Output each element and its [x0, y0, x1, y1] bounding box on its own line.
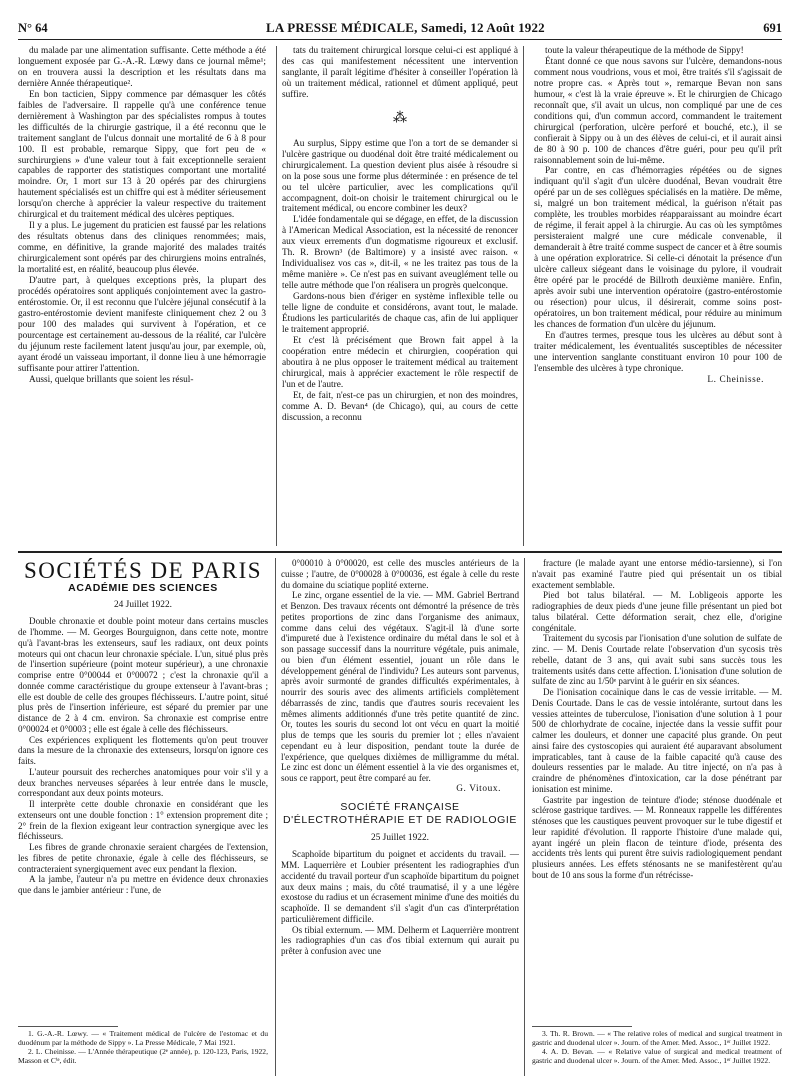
footnote: 2. L. Cheinisse. — L'Année thérapeutique (2ᵉ année), p. 120-123, Paris, 1922, Masson et Cⁱᵉ, édit.	[18, 1047, 268, 1066]
societies-column-3	[532, 558, 782, 1076]
paragraph: Il interprète cette double chronaxie en considérant que les extenseurs ont une double fonction : 1° extension proprement dite ; 2° frein de la flexion exigeant leur contraction synergique avec les fléchisseurs.	[18, 799, 268, 842]
session-date: 25 Juillet 1922.	[370, 832, 430, 843]
footnote-rule	[18, 1026, 118, 1027]
footnotes	[532, 1020, 782, 1066]
paragraph: L'auteur poursuit des recherches anatomiques pour voir s'il y a deux branches nerveuses séparées à leur entrée dans le muscle, correspondant aux deux points moteurs.	[18, 766, 268, 799]
footnote-rule	[532, 1026, 632, 1027]
journal-title: LA PRESSE MÉDICALE, Samedi, 12 Août 1922	[266, 20, 545, 35]
paragraph: 0°00010 à 0°00020, est celle des muscles antérieurs de la cuisse ; l'autre, de 0°00028 à 0°00036, est égale à celle du reste du domaine du sciatique poplité externe.	[281, 558, 519, 590]
paragraph: Les fibres de grande chronaxie seraient chargées de l'extension, les fibres de petite chronaxie, égale à celle des fléchisseurs, se contracteraient synergiquement avec eux pendant la flexion.	[18, 842, 268, 874]
paragraph: Gardons-nous bien d'ériger en système inflexible telle ou telle ligne de conduite et considérons, avant tout, le malade. Étudions les particularités de chaque cas, afin de lui appliquer le traitement approprié.	[282, 292, 518, 335]
paragraph: Par contre, en cas d'hémorragies répétées ou de signes indiquant qu'il s'agit d'un ulcère duodénal, Bevan voudrait être opéré par un de ses collègues spécialisés en la matière. De même, si, malgré un bon traitement médical, la guérison n'était pas complète, les troubles morbides réapparaissant au moindre écart de régime, il ferait appel à la chirurgie. Au cas où les symptômes persisteraient malgré une cure médicale convenable, il demanderait à être traité comme suspect de cancer et à être soumis à une opération exploratrice. Si celle-ci dénotait la présence d'un ulcère calleux siégeant dans le voisinage du pylore, il voudrait être opéré par le procédé de Billroth deuxième manière. Enfin, après avoir subi une intervention opératoire (gastro-entérostomie ou résection) pour ulcus, il désirerait, comme soins post-opératoires, un bon traitement médical, pour réduire au minimum les chances de formation d'un ulcère du jéjunum.	[534, 166, 782, 330]
page-header	[18, 10, 782, 40]
paragraph: Aussi, quelque brillants que soient les résul-	[29, 374, 194, 385]
author-signature: L. Cheinisse.	[707, 374, 764, 385]
session-date: 24 Juillet 1922.	[113, 599, 173, 610]
author-signature: G. Vitoux.	[456, 783, 501, 794]
section-divider	[18, 551, 782, 553]
paragraph: Étant donné ce que nous savons sur l'ulcère, demandons-nous comment nous voudrions, vous et moi, être traités s'il s'agissait de notre propre cas. « Après tout », remarque Bevan non sans humour, « c'est là la vraie épreuve ». Et le chirurgien de Chicago reconnaît que, s'il avait un ulcus, non compliqué par une de ces conditions qui, d'un commun accord, commandent le traitement chirurgical (perforation, ulcère perforé et bouché, etc.), il se confierait à Sippy ou à un des élèves de celui-ci, et il aurait ainsi de 80 à 90 p. 100 de chances d'être guéri, pour peu qu'il prît raisonnablement soin de lui-même.	[534, 56, 782, 166]
societies-column-1	[18, 558, 268, 1076]
paragraph: tats du traitement chirurgical lorsque celui-ci est appliqué à des cas qui manifestement nécessitent une intervention sanglante, il paraît légitime d'hésiter à conseiller l'opération là où un traitement médical, rationnel et dûment appliqué, peut suffire.	[282, 46, 518, 100]
page-number: 691	[763, 21, 782, 35]
paragraph: Il y a plus. Le jugement du praticien est faussé par les relations des résultats obtenus dans des cliniques renommées; mais, comme, en définitive, la grande majorité des malades traités chirurgicalement sont opérés par des chirurgiens moins entraînés, la mortalité est, en réalité, beaucoup plus élevée.	[18, 221, 266, 276]
paragraph: Au surplus, Sippy estime que l'on a tort de se demander si l'ulcère gastrique ou duodénal doit être traité médicalement ou chirurgicalement. La question devient plus aisée à résoudre si on la pose sous une forme plus déterminée : en présence de tel ou tel ulcère particulier, avec les complications qu'il accompagnent, doit-on choisir le traitement chirurgical ou le traitement médical, ou encore combiner les deux?	[282, 138, 518, 215]
article-column-3	[534, 46, 782, 546]
article-column-1	[18, 46, 266, 546]
paragraph: Et, de fait, n'est-ce pas un chirurgien, et non des moindres, comme A. D. Bevan⁴ (de Chicago), qui, au cours de cette discussion, a reconnu	[282, 390, 518, 423]
society-name: ACADÉMIE DES SCIENCES	[68, 581, 218, 594]
paragraph: Double chronaxie et double point moteur dans certains muscles de l'homme. — M. Georges Bourguignon, dans cette note, montre qu'à l'avant-bras les extenseurs, sauf les radiaux, ont deux points moteurs qui ont chacun leur chronaxie spéciale. L'un, situé plus près de l'insertion supérieure (point moteur supérieur), a une chronaxie comprise entre 0°00044 et 0°00072 ; c'est la chronaxie qu'il a donnée comme caractéristique du groupe extenseur à l'avant-bras ; elle est double de celle des groupes fléchisseurs. L'autre point, situé plus près de l'insertion inférieure, est séparé du premier par une distance de 2 à 4 cm. environ. Sa chronaxie est comprise entre 0°00024 et 0°0003 ; elle est égale à celle des fléchisseurs.	[18, 616, 268, 734]
newspaper-page	[18, 10, 782, 1076]
paragraph: Ces expériences expliquent les flottements qu'on peut trouver dans la mesure de la chronaxie des extenseurs, lorsqu'on ignore ces faits.	[18, 734, 268, 766]
article-column-2	[276, 46, 524, 546]
paragraph: Os tibial externum. — MM. Delherm et Laquerrière montrent les radiographies d'un cas d'os tibial externum qui aurait pu prêter à confusion avec une	[281, 924, 519, 956]
societies-column-2	[275, 558, 525, 1076]
article-columns	[18, 46, 782, 546]
paragraph: Traitement du sycosis par l'ionisation d'une solution de sulfate de zinc. — M. Denis Courtade relate l'observation d'un sycosis très rebelle, datant de 3 ans, qui avait subi sans succès tous les traitements usités dans cette affection. L'ionisation d'une solution de sulfate de zinc au 1/50ᵉ parvint à le guérir en six séances.	[532, 633, 782, 687]
paragraph: Scaphoïde bipartitum du poignet et accidents du travail. — MM. Laquerrière et Loubier présentent les radiographies d'un accidenté du travail porteur d'un scaphoïde bipartitum du poignet aux deux mains ; mais, du côté traumatisé, il y a une légère exostose du radius et un écrasement minime d'une des moitiés du scaphoïde. Il se demandent s'il s'agit d'un cas d'interprétation particulièrement difficile.	[281, 849, 519, 924]
paragraph: A la jambe, l'auteur n'a pu mettre en évidence deux chronaxies que dans le jambier antérieur : l'une, de	[18, 874, 268, 895]
paragraph: toute la valeur thérapeutique de la méthode de Sippy!	[545, 46, 744, 56]
paragraph: fracture (le malade ayant une entorse médio-tarsienne), si l'on n'avait pas examiné l'autre pied qui présentait un os tibial exactement semblable.	[532, 558, 782, 590]
issue-number: N° 64	[18, 21, 48, 35]
paragraph: De l'ionisation cocaïnique dans le cas de vessie irritable. — M. Denis Courtade. Dans le cas de vessie intolérante, surtout dans les vessies atteintes de tuberculose, l'ionisation d'une solution à 1 pour 500 de chlorhydrate de cocaïne, injectée dans la vessie suffit pour calmer les douleurs, et donner une capacité plus grande. On peut ainsi faire des cystoscopies qui auraient été auparavant absolument impraticables, tant à cause de la faible capacité qu'à cause des douleurs ressenties par le malade. Au titre injecté, on n'a pas à craindre de phénomènes d'intoxication, car la dose pénétrant par ionisation est minime.	[532, 687, 782, 794]
section-title: SOCIÉTÉS DE PARIS	[23, 558, 263, 583]
society-name: SOCIÉTÉ FRANÇAISE D'ÉLECTROTHÉRAPIE ET DE RADIOLOGIE	[282, 800, 517, 826]
paragraph: En d'autres termes, presque tous les ulcères au début sont à traiter médicalement, les éventualités susceptibles de nécessiter une intervention sanglante constituant environ 10 pour 100 de l'ensemble des ulcères à type chronique.	[534, 330, 782, 374]
footnote: 1. G.-A.-R. Lœwy. — « Traitement médical de l'ulcère de l'estomac et du duodénum par la méthode de Sippy ». La Presse Médicale, 7 Mai 1921.	[18, 1029, 268, 1048]
paragraph: Le zinc, organe essentiel de la vie. — MM. Gabriel Bertrand et Benzon. Des travaux récents ont démontré la présence de très petites proportions de zinc dans l'organisme des animaux, comme dans celui des végétaux. S'agit-il là d'une sorte d'impureté due à l'existence ordinaire du métal dans le sol et à son passage successif dans la nourriture végétale, puis animale, ou bien d'un élément essentiel, jouant un rôle dans le développement général de l'individu? Les auteurs sont parvenus, après avoir surmonté de grandes difficultés expérimentales, à nourrir des souris avec des aliments artificiels complètement débarrassés de zinc, tandis que d'autres souris recevaient les mêmes aliments additionnés d'une très petite quantité de zinc. Or, toutes les souris du second lot ont vécu en quart la moitié plus de temps que les souris du premier lot ; elles n'avaient cependant eu à leur disposition, pendant toute la durée de l'expérience, que quelques dixièmes de milligramme du métal. Le zinc est donc un élément essentiel à la vie des organismes et, sous ce rapport, peut être comparé au fer.	[281, 590, 519, 783]
paragraph: Pied bot talus bilatéral. — M. Lobligeois apporte les radiographies de deux pieds d'une jeune fille présentant un pied bot talus bilatéral. Cette déformation serait, chez elle, d'origine congénitale.	[532, 590, 782, 633]
section-separator: ⁂	[393, 110, 407, 126]
paragraph: D'autre part, à quelques exceptions près, la plupart des procédés opératoires sont appliqués conjointement avec la gastro-entérostomie. Or, il est reconnu que l'ulcère jéjunal consécutif à la gastro-entérostomie devient manifeste cliniquement chez 2 ou 3 pour 100 des malades qui survivent à l'opération, et ce pourcentage est certainement au-dessous de la réalité, car l'ulcère du jéjunum reste facilement latent jusqu'au jour, par exemple, où, ayant érodé un vaisseau important, il donne lieu à une hémorragie suffisante pour attirer l'attention.	[18, 276, 266, 374]
paragraph: L'idée fondamentale qui se dégage, en effet, de la discussion à l'American Medical Association, est la nécessité de renoncer aux vieux errements d'un dogmatisme rigoureux et exclusif. Th. R. Brown³ (de Baltimore) y a insisté avec raison. « Individualisez vos cas », dit-il, « ne les traitez pas tous de la même manière ». Ce n'est pas en suivant aveuglément telle ou telle autre méthode que l'on réalisera un progrès quelconque.	[282, 215, 518, 292]
footnotes	[18, 1020, 268, 1066]
paragraph: Gastrite par ingestion de teinture d'iode; sténose duodénale et sclérose gastrique tardives. — M. Ronneaux rappelle les différentes sténoses que les caustiques peuvent provoquer sur le tube digestif et leur rapidité d'évolution. Il rapporte l'histoire d'une malade qui, ayant ingéré un plein flacon de teinture d'iode, présenta des accidents très lents qui purent être suivis radiologiquement pendant plusieurs années. Les effets sténosants ne se manifestèrent qu'au bout de 10 ans sous la forme d'un rétrécisse-	[532, 794, 782, 880]
footnote: 3. Th. R. Brown. — « The relative roles of medical and surgical treatment in gastric and duodenal ulcer ». Journ. of the Amer. Med. Assoc., 1ᵉʳ Juillet 1922.	[532, 1029, 782, 1048]
footnote: 4. A. D. Bevan. — « Relative value of surgical and medical treatment of gastric and duodenal ulcer ». Journ. of the Amer. Med. Assoc., 1ᵉʳ Juillet 1922.	[532, 1047, 782, 1066]
paragraph: Et c'est là précisément que Brown fait appel à la coopération entre médecin et chirurgien, coopération qui aboutira à ne plus opposer le traitement médical au traitement chirurgical, mais à apprécier exactement le rôle respectif de l'un et de l'autre.	[282, 335, 518, 390]
paragraph: du malade par une alimentation suffisante. Cette méthode a été longuement exposée par G.-A.-R. Lœwy dans ce journal même¹; on en trouvera aussi la description et les résultats dans ma dernière Année thérapeutique².	[18, 46, 266, 89]
paragraph: En bon tacticien, Sippy commence par démasquer les côtés faibles de l'adversaire. Il rappelle qu'à une conférence tenue dernièrement à Washington par des spécialistes rompus à toutes les difficultés de la chirurgie gastrique, il a été reconnu que le traitement sanglant de l'ulcus donnait une mortalité de 6 à 8 pour 100. Il est probable, remarque Sippy, que fort peu de « surchirurgiens » d'une valeur tout à fait exceptionnelle seraient capables de rapporter des statistiques comportant une mortalité moindre. Or, 1 mort sur 13 à 20 opérés par des chirurgiens hautement spécialisés est un chiffre qui est à méditer sérieusement lorsqu'on cherche à apprécier la valeur respective du traitement chirurgical et du traitement médical des ulcères peptiques.	[18, 89, 266, 221]
societies-section	[18, 558, 782, 1076]
